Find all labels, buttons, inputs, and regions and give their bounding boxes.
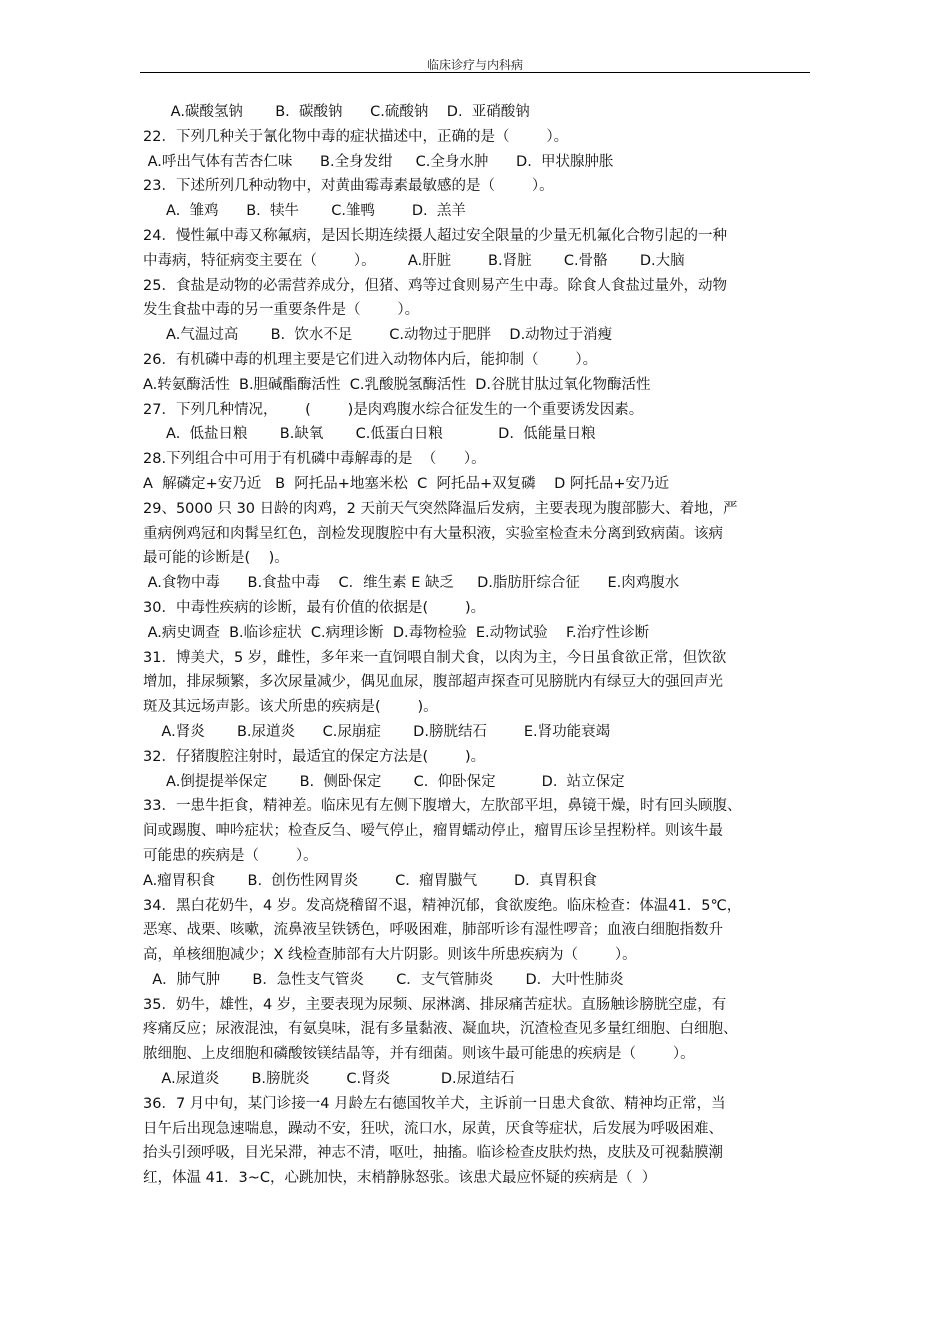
text-line: 疼痛反应；尿液混浊，有氨臭味，混有多量黏液、凝血块，沉渣检查见多量红细胞、白细胞、 bbox=[143, 1021, 738, 1038]
text-line: A.瘤胃积食 B. 创伤性网胃炎 C. 瘤胃臌气 D. 真胃积食 bbox=[143, 872, 598, 889]
text-line: 29、5000 只 30 日龄的肉鸡，2 天前天气突然降温后发病，主要表现为腹部膨大、着地，严 bbox=[143, 500, 738, 517]
text-line: 抬头引颈呼吸，目光呆滞，神志不清，呕吐，抽搐。临诊检查皮肤灼热，皮肤及可视黏膜潮 bbox=[143, 1145, 723, 1162]
text-line: 25．食盐是动物的必需营养成分，但猪、鸡等过食则易产生中毒。除食人食盐过量外，动物 bbox=[143, 277, 727, 294]
text-line: 35．奶牛，雄性，4 岁，主要表现为尿频、尿淋漓、排尿痛苦症状。直肠触诊膀胱空虚，有 bbox=[143, 996, 727, 1013]
text-line: 36．7 月中旬，某门诊接一4 月龄左右德国牧羊犬，主诉前一日患犬食欲、精神均正常，当 bbox=[143, 1095, 726, 1112]
text-line: 33．一患牛拒食，精神差。临床见有左侧下腹增大，左肷部平坦，鼻镜干燥，时有回头顾腹、 bbox=[143, 798, 742, 815]
text-line: A 解磷定+安乃近 B 阿托品+地塞米松 C 阿托品+双复磷 D 阿托品+安乃近 bbox=[143, 475, 669, 492]
text-line: 23．下述所列几种动物中，对黄曲霉毒素最敏感的是（ ）。 bbox=[143, 178, 554, 195]
document-body bbox=[143, 100, 813, 1191]
text-line: 34．黑白花奶牛，4 岁。发高烧稽留不退，精神沉郁，食欲废绝。临床检查：体温41．5℃， bbox=[143, 897, 742, 914]
text-line: 红，体温 41．3~C，心跳加快，末梢静脉怒张。该患犬最应怀疑的疾病是（ ） bbox=[143, 1170, 657, 1187]
text-line: 发生食盐中毒的另一重要条件是（ ）。 bbox=[143, 302, 420, 319]
text-line: 斑及其远场声影。该犬所患的疾病是( )。 bbox=[143, 699, 438, 716]
text-line: 22．下列几种关于氰化物中毒的症状描述中，正确的是（ ）。 bbox=[143, 128, 569, 145]
text-line: 24．慢性氟中毒又称氟病，是因长期连续摄人超过安全限量的少量无机氟化合物引起的一种 bbox=[143, 227, 727, 244]
text-line: 日午后出现急速喘息，躁动不安，狂吠，流口水，尿黄，厌食等症状，后发展为呼吸困难、 bbox=[143, 1120, 723, 1137]
text-line: 可能患的疾病是（ ）。 bbox=[143, 847, 318, 864]
text-line: 高，单核细胞减少；X 线检查肺部有大片阴影。则该牛所患疾病为（ ）。 bbox=[143, 947, 637, 964]
text-line: 间或踢腹、呻吟症状；检查反刍、嗳气停止，瘤胃蠕动停止，瘤胃压诊呈捏粉样。则该牛最 bbox=[143, 823, 723, 840]
text-line: 32．仔猪腹腔注射时，最适宜的保定方法是( )。 bbox=[143, 748, 486, 765]
header-rule bbox=[140, 72, 810, 73]
text-line: A.气温过高 B. 饮水不足 C.动物过于肥胖 D.动物过于消瘦 bbox=[143, 327, 613, 344]
text-line: A. 雏鸡 B. 犊牛 C.雏鸭 D. 羔羊 bbox=[143, 203, 466, 220]
text-line: 27．下列几种情况， ( )是肉鸡腹水综合征发生的一个重要诱发因素。 bbox=[143, 401, 644, 418]
text-line: 增加，排尿频繁，多次尿量减少，偶见血尿，腹部超声探查可见膀胱内有绿豆大的强回声光 bbox=[143, 674, 723, 691]
text-line: A.尿道炎 B.膀胱炎 C.肾炎 D.尿道结石 bbox=[143, 1071, 515, 1088]
text-line: A.肾炎 B.尿道炎 C.尿崩症 D.膀胱结石 E.肾功能衰竭 bbox=[143, 723, 611, 740]
page-header: 临床诊疗与内科病 bbox=[426, 58, 523, 72]
text-line: A.病史调查 B.临诊症状 C.病理诊断 D.毒物检验 E.动物试验 F.治疗性诊断 bbox=[143, 624, 650, 641]
text-line: 中毒病，特征病变主要在（ ）。 A.肝脏 B.肾脏 C.骨骼 D.大脑 bbox=[143, 252, 685, 269]
text-line: 31．博美犬，5 岁，雌性，多年来一直饲喂自制犬食，以肉为主，今日虽食欲正常，但饮欲 bbox=[143, 649, 727, 666]
text-line: 28.下列组合中可用于有机磷中毒解毒的是 （ ）。 bbox=[143, 451, 486, 468]
text-line: 26．有机磷中毒的机理主要是它们进入动物体内后，能抑制（ ）。 bbox=[143, 351, 598, 368]
text-line: A．肺气肿 B．急性支气管炎 C．支气管肺炎 D．大叶性肺炎 bbox=[143, 971, 624, 988]
text-line: A.倒提提举保定 B. 侧卧保定 C. 仰卧保定 D. 站立保定 bbox=[143, 773, 625, 790]
text-line: 重病例鸡冠和肉髯呈红色，剖检发现腹腔中有大量积液，实验室检查未分离到致病菌。该病 bbox=[143, 525, 723, 542]
text-line: 最可能的诊断是( )。 bbox=[143, 550, 289, 567]
text-line: A.碳酸氢钠 B. 碳酸钠 C.硫酸钠 D. 亚硝酸钠 bbox=[143, 104, 530, 120]
text-line: A.食物中毒 B.食盐中毒 C．维生素 E 缺乏 D.脂肪肝综合征 E.肉鸡腹水 bbox=[143, 575, 680, 592]
text-line: 脓细胞、上皮细胞和磷酸铵镁结晶等，并有细菌。则该牛最可能患的疾病是（ ）。 bbox=[143, 1046, 695, 1063]
text-line: A. 低盐日粮 B.缺氧 C.低蛋白日粮 D. 低能量日粮 bbox=[143, 426, 596, 443]
text-line: 恶寒、战栗、咳嗽，流鼻液呈铁锈色，呼吸困难，肺部听诊有湿性啰音；血液白细胞指数升 bbox=[143, 922, 723, 939]
text-line: A.呼出气体有苦杏仁味 B.全身发绀 C.全身水肿 D. 甲状腺肿胀 bbox=[143, 153, 614, 170]
text-line: A.转氨酶活性 B.胆碱酯酶活性 C.乳酸脱氢酶活性 D.谷胱甘肽过氧化物酶活性 bbox=[143, 376, 651, 393]
text-line: 30．中毒性疾病的诊断，最有价值的依据是( )。 bbox=[143, 599, 486, 616]
